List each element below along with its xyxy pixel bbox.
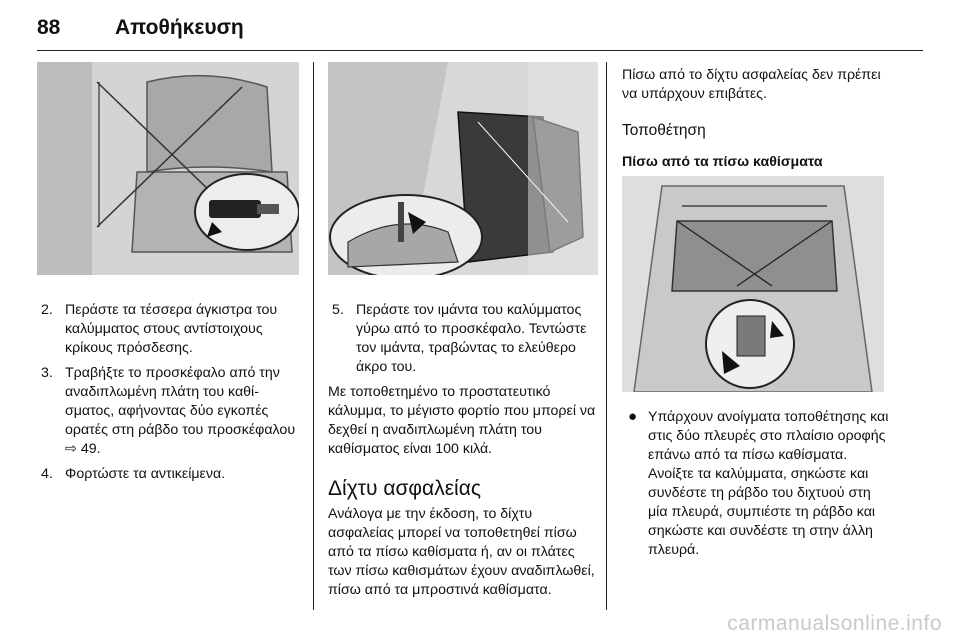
step-text: Τραβήξτε το προσκέφαλο από την αναδιπλωμένη πλάτη του καθίσματος, αφήνοντας δύο εγκοπές ορατές στη ράβδο του προσκέφαλου ⇨ 49. <box>65 365 296 457</box>
step-text: Περάστε τα τέσσερα άγκιστρα του καλύμματος στους αντίστοιχους κρίκους πρόσδεσης. <box>65 302 278 356</box>
watermark: carmanualsonline.info <box>727 612 942 635</box>
column-2 <box>328 62 598 600</box>
step-4 <box>37 465 299 484</box>
step-5 <box>328 301 598 377</box>
section-heading-safety-net: Δίχτυ ασφαλείας <box>328 477 481 500</box>
column-3 <box>622 62 892 560</box>
max-load-paragraph: Με τοποθετημένο το προστατευτικό κάλυμμα, το μέγιστο φορτίο που μπορεί να δεχθεί η αναδιπλωμένη πλάτη του καθίσματος είναι 100 κιλά. <box>328 384 596 457</box>
step-number: 5. <box>332 302 344 318</box>
step-number: 2. <box>41 302 53 318</box>
bullet-icon: ● <box>628 408 638 425</box>
subheading-behind-rear-seats: Πίσω από τα πίσω καθίσματα <box>622 154 823 170</box>
step-number: 4. <box>41 466 53 482</box>
column-divider-1 <box>313 62 314 610</box>
installation-bullet <box>622 408 892 560</box>
header-rule <box>37 50 923 51</box>
illustration-headrest-strap <box>328 62 598 275</box>
step-text: Περάστε τον ιμάντα του καλύμματος γύρω από το προσκέφαλο. Τεντώστε τον ιμάντα, τραβώντας το ελεύθερο άκρο του. <box>356 302 587 375</box>
page-number: 88 <box>37 16 61 39</box>
intro-paragraph: Πίσω από το δίχτυ ασφαλείας δεν πρέπει να υπάρχουν επιβάτες. <box>622 67 881 102</box>
bullet-text: Υπάρχουν ανοίγματα τοποθέτησης και στις δύο πλευρές στο πλαίσιο οροφής επάνω από τα πίσω καθίσματα. Ανοίξτε τα καλύμματα, σηκώστε και συνδέστε τη ράβδο του διχτυού στη μία πλευρά, συμπιέστε τη ράβδο και σηκώστε και συνδέστε τη στην άλλη πλευρά. <box>648 409 889 558</box>
safety-net-paragraph: Ανάλογα με την έκδοση, το δίχτυ ασφαλείας μπορεί να τοποθετηθεί πίσω από τα πίσω καθίσματα ή, αν οι πλάτες των πίσω καθισμάτων έχουν αναδιπλωθεί, πίσω από τα μπροστινά καθίσματα. <box>328 506 595 598</box>
illustration-load-cover-hooks <box>37 62 299 275</box>
page-header <box>37 10 923 42</box>
step-3 <box>37 364 299 459</box>
column-divider-2 <box>606 62 607 610</box>
step-text: Φορτώστε τα αντικείμενα. <box>65 466 226 482</box>
section-heading-installation: Τοποθέτηση <box>622 122 706 139</box>
page-title: Αποθήκευση <box>115 16 244 39</box>
illustration-safety-net-installation <box>622 176 884 392</box>
column-1 <box>37 62 299 484</box>
step-number: 3. <box>41 365 53 381</box>
step-2 <box>37 301 299 358</box>
